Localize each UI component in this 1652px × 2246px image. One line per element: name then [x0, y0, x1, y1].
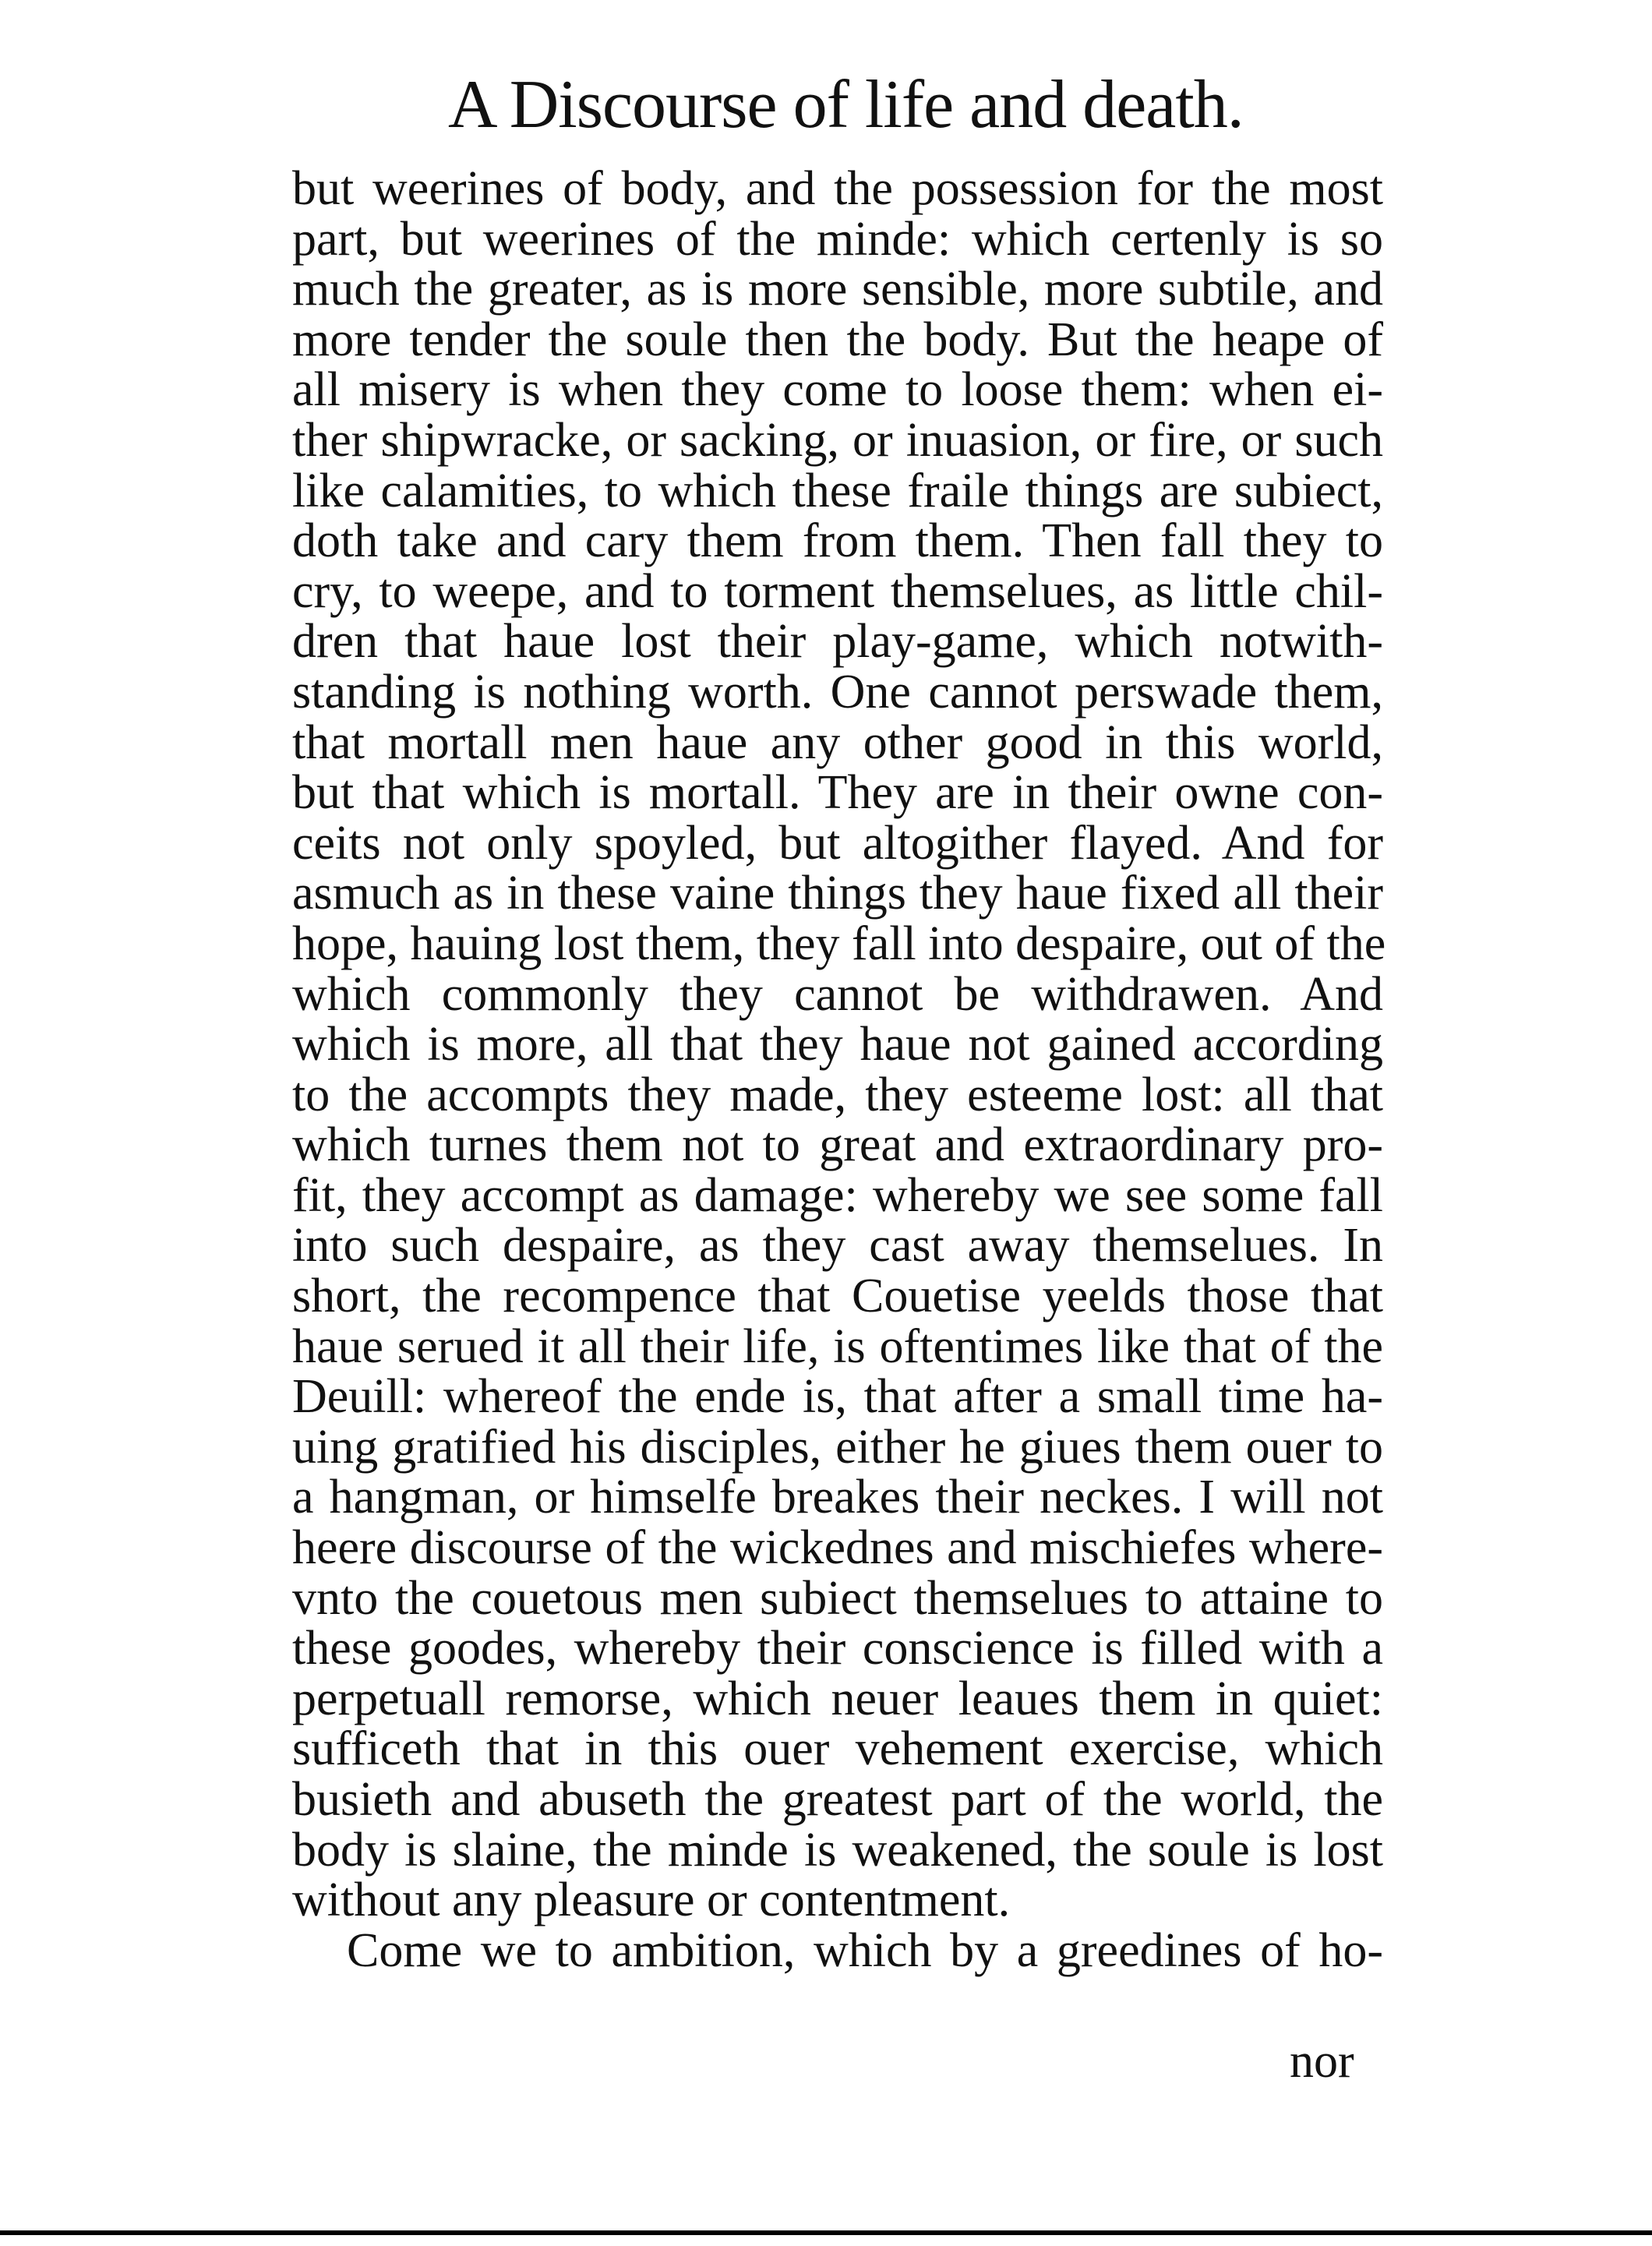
catchword: nor [1290, 2035, 1354, 2088]
text-line: perpetuall remorse, which neuer leaues them in quiet: [292, 1672, 1383, 1725]
text-line: sufficeth that in this ouer vehement exercise, which [292, 1722, 1383, 1776]
text-line: ther shipwracke, or sacking, or inuasion, or fire, or such [292, 413, 1383, 467]
text-line: which is more, all that they haue not gained according [292, 1018, 1383, 1072]
text-line: more tender the soule then the body. But the heape of [292, 313, 1383, 366]
paragraph-start-line: Come we to ambition, which by a greedines of ho- [347, 1923, 1383, 1977]
body-text [292, 162, 1386, 1977]
text-line: cry, to weepe, and to torment themselues, as little chil- [292, 564, 1383, 618]
text-line: but that which is mortall. They are in their owne con- [292, 766, 1383, 820]
text-line: doth take and cary them from them. Then fall they to [292, 514, 1383, 568]
text-line: without any pleasure or contentment. [292, 1873, 1011, 1927]
text-line: uing gratified his disciples, either he giues them ouer to [292, 1420, 1383, 1474]
text-line: heere discourse of the wickednes and mischiefes where- [292, 1521, 1383, 1575]
text-line: these goodes, whereby their conscience is filled with a [292, 1622, 1383, 1676]
text-line: Deuill: whereof the ende is, that after a small time ha- [292, 1370, 1383, 1424]
running-title: A Discourse of life and death. [448, 67, 1244, 143]
scan-edge-rule [0, 2230, 1652, 2235]
text-line: hope, hauing lost them, they fall into despaire, out of the [292, 916, 1386, 970]
text-line: asmuch as in these vaine things they haue fixed all their [292, 867, 1383, 920]
text-line: dren that haue lost their play-game, which notwith- [292, 615, 1383, 669]
text-line: all misery is when they come to loose them: when ei- [292, 363, 1383, 417]
text-line: much the greater, as is more sensible, more subtile, and [292, 263, 1383, 316]
text-line: a hangman, or himselfe breakes their neckes. I will not [292, 1471, 1383, 1524]
text-line: standing is nothing worth. One cannot perswade them, [292, 665, 1383, 719]
text-line: ceits not only spoyled, but altogither flayed. And for [292, 816, 1383, 870]
text-line: busieth and abuseth the greatest part of the world, the [292, 1773, 1383, 1826]
text-line: fit, they accompt as damage: whereby we see some fall [292, 1168, 1383, 1222]
text-line: body is slaine, the minde is weakened, the soule is lost [292, 1823, 1383, 1877]
text-line: like calamities, to which these fraile things are subiect, [292, 464, 1383, 517]
text-line: but weerines of body, and the possession for the most [292, 162, 1383, 215]
text-line: to the accompts they made, they esteeme lost: all that [292, 1068, 1383, 1121]
text-line: vnto the couetous men subiect themselues to attaine to [292, 1571, 1383, 1625]
text-line: haue serued it all their life, is oftentimes like that of the [292, 1319, 1383, 1373]
text-line: part, but weerines of the minde: which certenly is so [292, 212, 1383, 266]
text-line: that mortall men haue any other good in this world, [292, 715, 1383, 769]
text-line: into such despaire, as they cast away themselues. In [292, 1219, 1383, 1273]
text-line: short, the recompence that Couetise yeelds those that [292, 1270, 1383, 1323]
text-line: which turnes them not to great and extraordinary pro- [292, 1118, 1383, 1172]
text-line: which commonly they cannot be withdrawen. And [292, 967, 1383, 1021]
